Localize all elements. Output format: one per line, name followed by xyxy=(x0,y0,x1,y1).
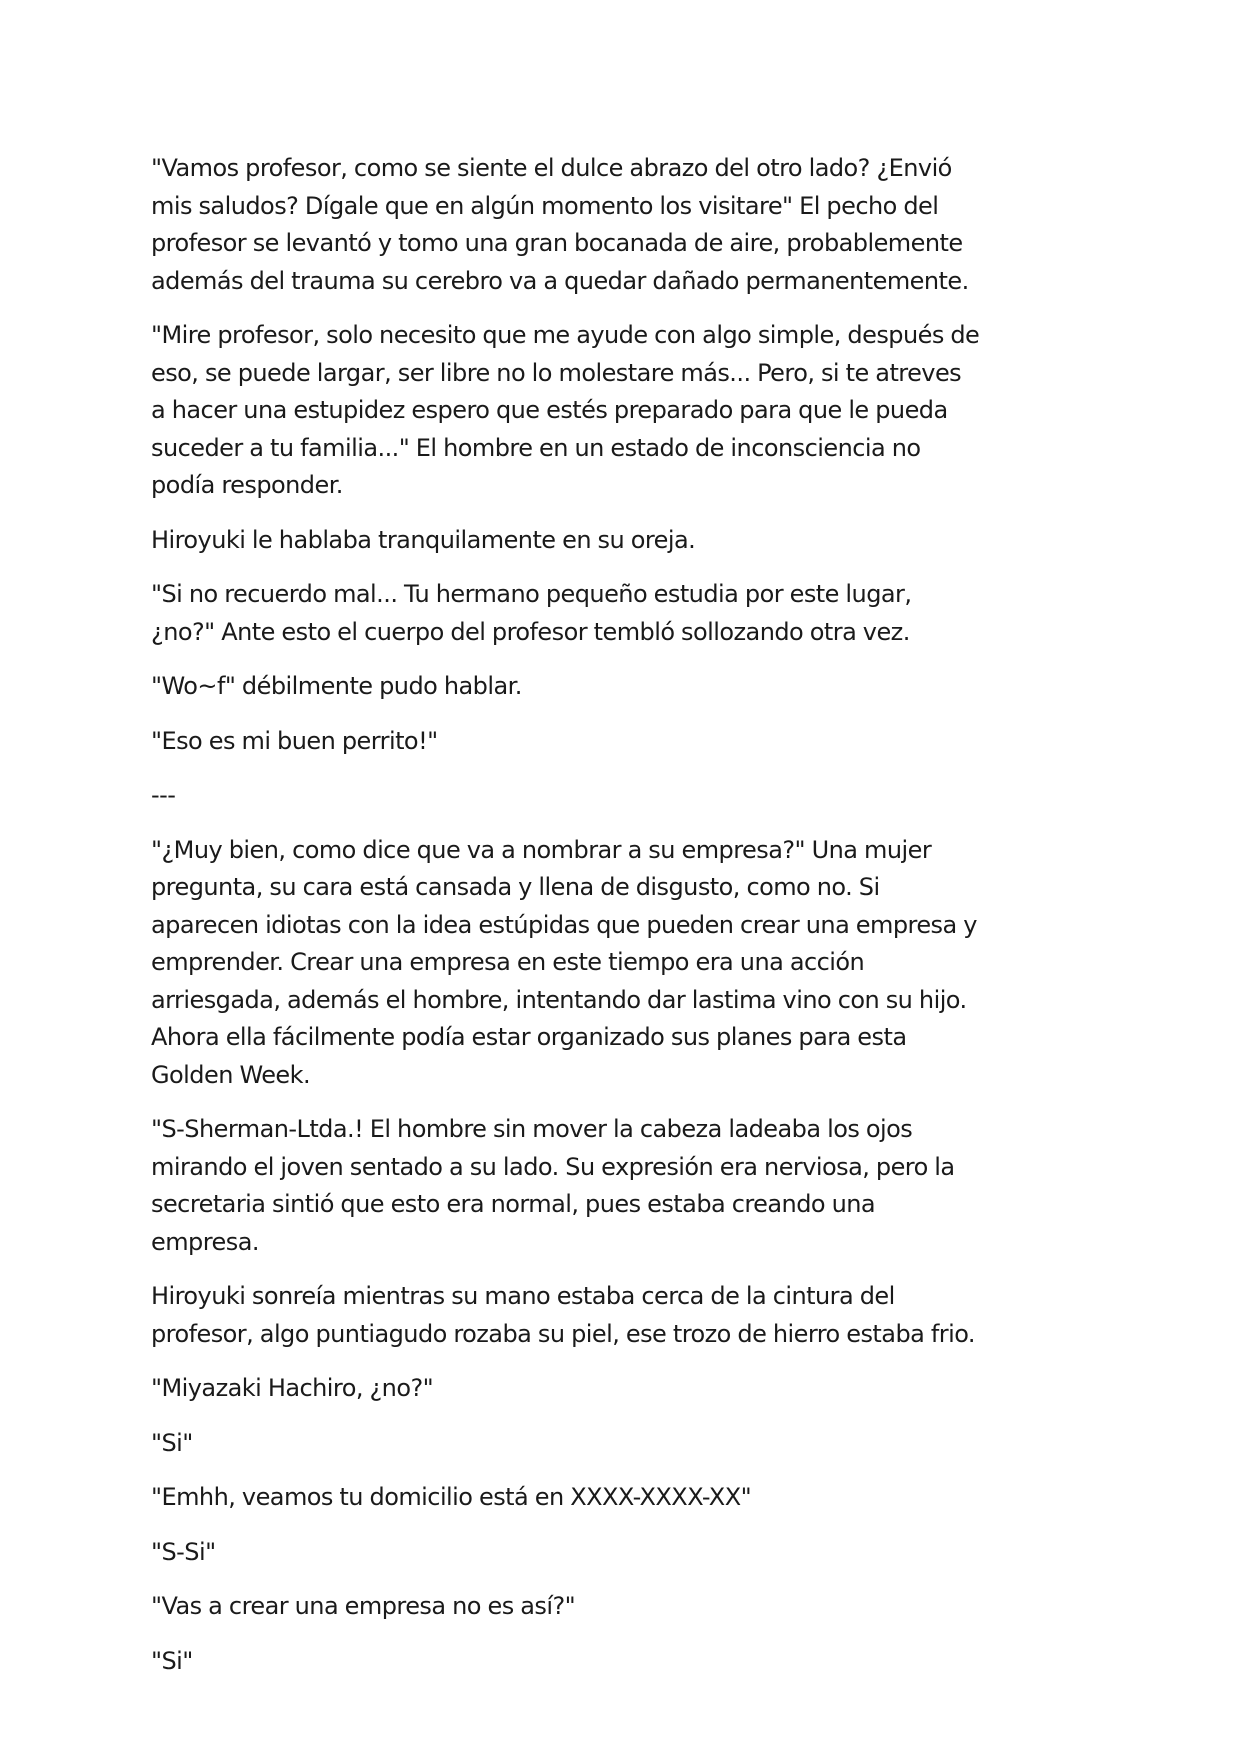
section-separator: --- xyxy=(151,781,176,809)
paragraph-15: "Si" xyxy=(151,1646,193,1675)
paragraph-13: "S-Si" xyxy=(151,1537,216,1566)
paragraph-7: "¿Muy bien, como dice que va a nombrar a su empresa?" Una mujer pregunta, su cara está cansada y llena de disgusto, como no. Si aparecen idiotas con la idea estúpidas que pueden crear una empresa y emprender. Crear una empresa en este tiempo era una acción arriesgada, además el hombre, intentando dar lastima vino con su hijo. Ahora ella fácilmente podía estar organizado sus planes para esta Golden Week. xyxy=(151,835,977,1089)
paragraph-10: "Miyazaki Hachiro, ¿no?" xyxy=(151,1374,434,1402)
paragraph-11: "Si" xyxy=(151,1428,193,1457)
paragraph-5: "Wo~f" débilmente pudo hablar. xyxy=(151,672,522,700)
paragraph-2: "Mire profesor, solo necesito que me ayude con algo simple, después de eso, se puede largar, ser libre no lo molestare más... Pero, si te atreves a hacer una estupidez espero que estés preparado para que le pueda suceder a tu familia..." El hombre en un estado de inconsciencia no podía responder. xyxy=(151,321,980,499)
paragraph-9: Hiroyuki sonreía mientras su mano estaba cerca de la cintura del profesor, algo puntiagudo rozaba su piel, ese trozo de hierro estaba frio. xyxy=(151,1282,975,1348)
paragraph-4: "Si no recuerdo mal... Tu hermano pequeño estudia por este lugar, ¿no?" Ante esto el cuerpo del profesor tembló sollozando otra vez. xyxy=(151,580,912,646)
paragraph-1: "Vamos profesor, como se siente el dulce abrazo del otro lado? ¿Envió mis saludos? Dígale que en algún momento los visitare" El pecho del profesor se levantó y tomo una gran bocanada de aire, probablemente además del trauma su cerebro va a quedar dañado permanentemente. xyxy=(151,154,969,295)
paragraph-14: "Vas a crear una empresa no es así?" xyxy=(151,1592,576,1620)
paragraph-8: "S-Sherman-Ltda.! El hombre sin mover la cabeza ladeaba los ojos mirando el joven sentado a su lado. Su expresión era nerviosa, pero la secretaria sintió que esto era normal, pues estaba creando una empresa. xyxy=(151,1115,955,1256)
paragraph-3: Hiroyuki le hablaba tranquilamente en su oreja. xyxy=(151,525,696,554)
paragraph-6: "Eso es mi buen perrito!" xyxy=(151,726,438,755)
paragraph-12: "Emhh, veamos tu domicilio está en XXXX-XXXX-XX" xyxy=(151,1483,752,1511)
